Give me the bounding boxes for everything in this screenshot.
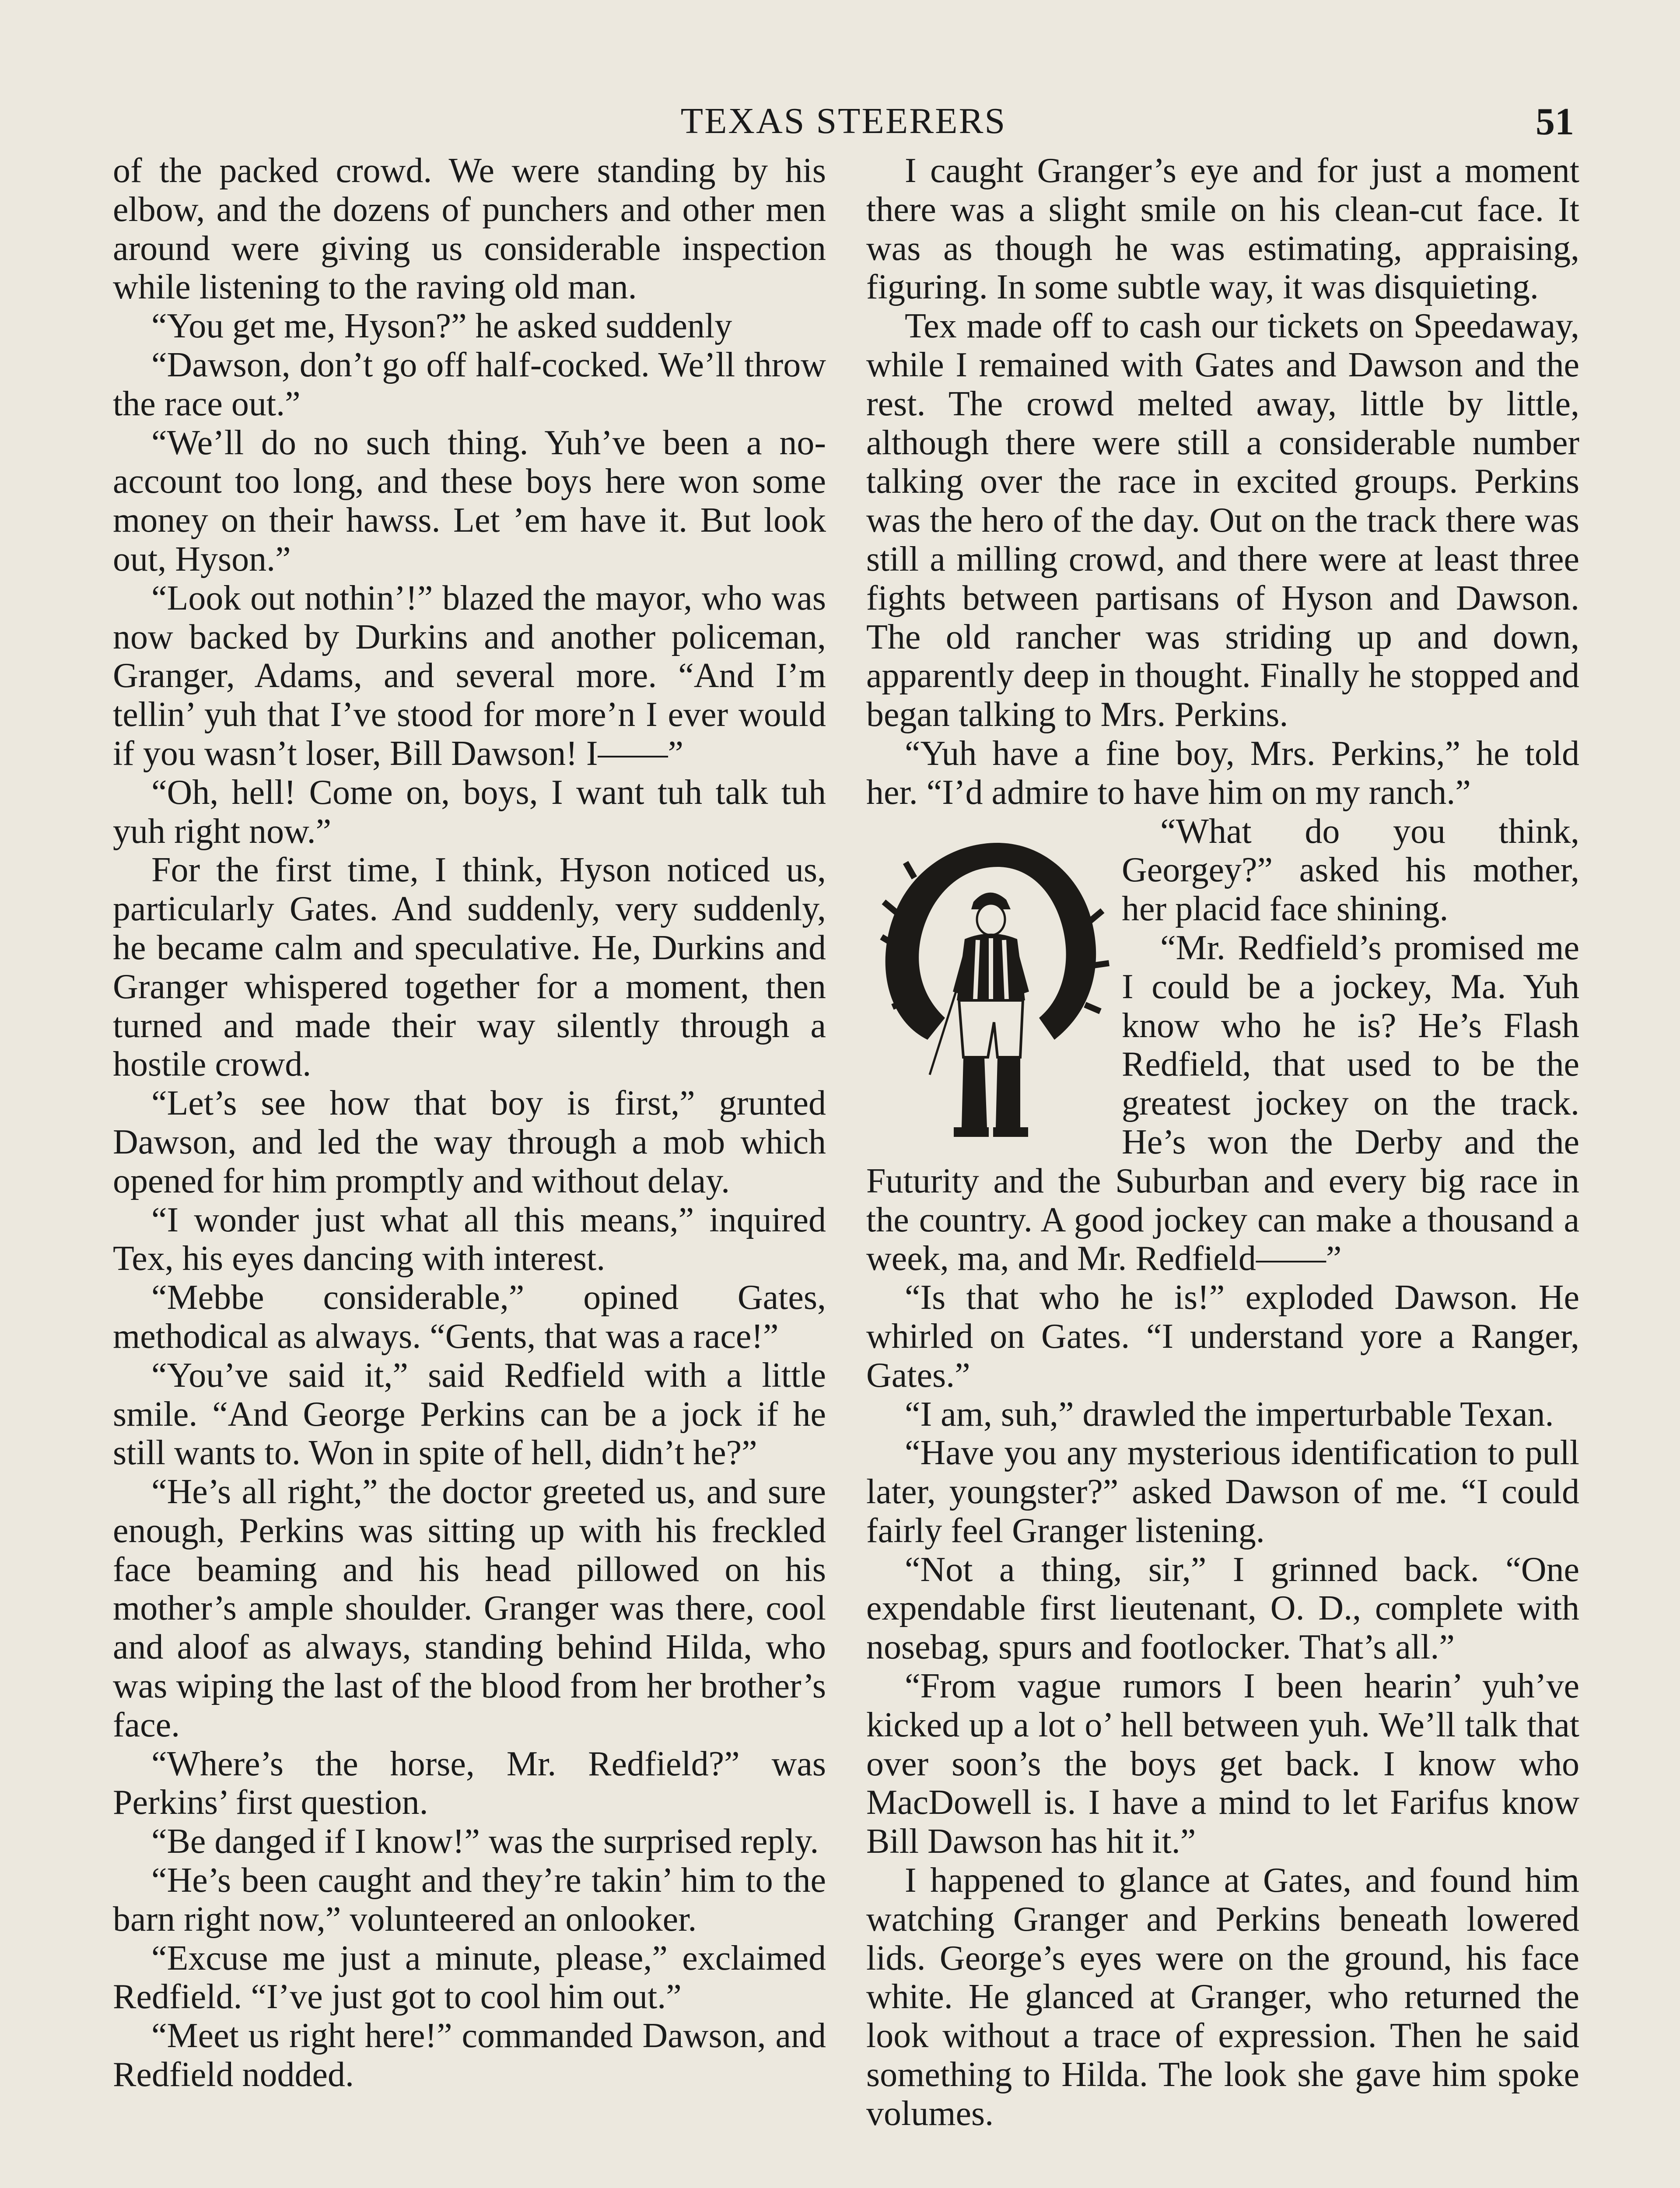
paragraph: “What do you think, Georgey?” asked his mother, her placid face shining. — [1122, 812, 1579, 929]
paragraph: “You get me, Hyson?” he asked suddenly — [151, 307, 732, 346]
paragraph: “Look out nothin’!” blazed the mayor, who was now backed by Durkins and another policeman, Granger, Adams, and several more. “And I’m tellin’ yuh that I’ve stood for more’n I ever would if you wasn’t loser, Bill Dawson! I——” — [113, 579, 826, 773]
paragraph: “He’s been caught and they’re takin’ him to the barn right now,” volunteered an onlooker. — [113, 1861, 826, 1939]
paragraph: For the first time, I think, Hyson noticed us, particularly Gates. And suddenly, very suddenly, he became calm and speculative. He, Durkins and Granger whispered together for a moment, then turned and made their way silently through a hostile crowd. — [113, 851, 826, 1084]
jockey-illustration-icon — [866, 812, 1111, 1154]
paragraph: “Dawson, don’t go off half-cocked. We’ll throw the race out.” — [113, 345, 826, 423]
paragraph: “Yuh have a fine boy, Mrs. Perkins,” he told her. “I’d admire to have him on my ranch.” — [866, 734, 1579, 812]
page-number: 51 — [1536, 101, 1574, 143]
jockey-illustration — [866, 812, 1111, 1154]
paragraph: Tex made off to cash our tickets on Speedaway, while I remained with Gates and Dawson and the rest. The crowd melted away, little by little, although there were still a considerable number talking over the race in excited groups. Perkins was the hero of the day. Out on the track there was still a milling crowd, and there were at least three fights between partisans of Hyson and Dawson. The old rancher was striding up and down, apparently deep in thought. Finally he stopped and began talking to Mrs. Perkins. — [866, 307, 1579, 734]
paragraph: “Not a thing, sir,” I grinned back. “One expendable first lieutenant, O. D., complete with nosebag, spurs and footlocker. That’s all.” — [866, 1550, 1579, 1667]
running-header — [113, 95, 1574, 144]
paragraph: “Mebbe considerable,” opined Gates, methodical as always. “Gents, that was a race!” — [113, 1278, 826, 1356]
paragraph: “Mr. Redfield’s promised me I could be a jockey, Ma. Yuh know who he is? He’s Flash Redfield, that used to be the greatest jockey on the track. He’s won the Derby and the Futurity and the Suburban and every big race in the country. A good jockey can make a thousand a week, ma, and Mr. Redfield——” — [866, 928, 1579, 1278]
right-column — [866, 151, 1579, 2133]
paragraph: “Let’s see how that boy is first,” grunted Dawson, and led the way through a mob which opened for him promptly and without delay. — [113, 1084, 826, 1200]
left-column — [113, 151, 826, 2094]
paragraph: “We’ll do no such thing. Yuh’ve been a no-account too long, and these boys here won some money on their hawss. Let ’em have it. But look out, Hyson.” — [113, 423, 826, 579]
paragraph: I caught Granger’s eye and for just a moment there was a slight smile on his clean-cut face. It was as though he was estimating, appraising, figuring. In some subtle way, it was disquieting. — [866, 151, 1579, 307]
paragraph: “From vague rumors I been hearin’ yuh’ve kicked up a lot o’ hell between yuh. We’ll talk that over soon’s the boys get back. I know who MacDowell is. I have a mind to let Farifus know Bill Dawson has hit it.” — [866, 1667, 1579, 1861]
paragraph: “Excuse me just a minute, please,” exclaimed Redfield. “I’ve just got to cool him out.” — [113, 1939, 826, 2016]
paragraph: “I am, suh,” drawled the imperturbable Texan. — [905, 1395, 1554, 1434]
paragraph: “Have you any mysterious identification to pull later, youngster?” asked Dawson of me. “I could fairly feel Granger listening. — [866, 1434, 1579, 1550]
paragraph: “Oh, hell! Come on, boys, I want tuh talk tuh yuh right now.” — [113, 773, 826, 851]
running-title: TEXAS STEERERS — [680, 101, 1007, 141]
paragraph: “I wonder just what all this means,” inquired Tex, his eyes dancing with interest. — [113, 1200, 826, 1278]
paragraph: I happened to glance at Gates, and found him watching Granger and Perkins beneath lowered lids. George’s eyes were on the ground, his face white. He glanced at Granger, who returned the look without a trace of expression. Then he said something to Hilda. The look she gave him spoke volumes. — [866, 1861, 1579, 2133]
paragraph: of the packed crowd. We were standing by his elbow, and the dozens of punchers and other men around were giving us considerable inspection while listening to the raving old man. — [113, 151, 826, 307]
paragraph: “Is that who he is!” exploded Dawson. He whirled on Gates. “I understand yore a Ranger, Gates.” — [866, 1278, 1579, 1395]
paragraph: “Meet us right here!” commanded Dawson, and Redfield nodded. — [113, 2016, 826, 2094]
paragraph: “Be danged if I know!” was the surprised reply. — [151, 1822, 819, 1861]
paragraph: “Where’s the horse, Mr. Redfield?” was Perkins’ first question. — [113, 1744, 826, 1822]
paragraph: “You’ve said it,” said Redfield with a little smile. “And George Perkins can be a jock if he still wants to. Won in spite of hell, didn’t he?” — [113, 1356, 826, 1473]
paragraph: “He’s all right,” the doctor greeted us, and sure enough, Perkins was sitting up with his freckled face beaming and his head pillowed on his mother’s ample shoulder. Granger was there, cool and aloof as always, standing behind Hilda, who was wiping the last of the blood from her brother’s face. — [113, 1473, 826, 1744]
